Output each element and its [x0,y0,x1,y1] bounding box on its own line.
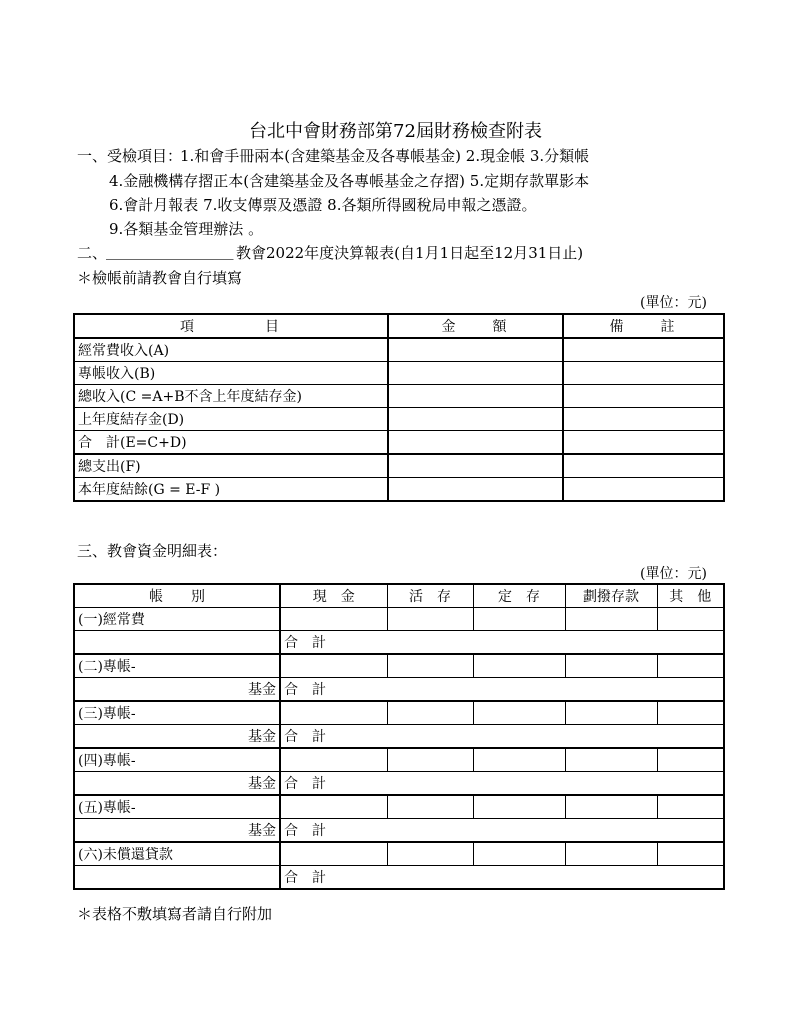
table-row [74,701,724,725]
amount-cell[interactable] [387,608,473,631]
section1-line1: 1.和會手冊兩本(含建築基金及各專帳基金) 2.現金帳 3.分類帳 [180,147,590,165]
amount-cell[interactable] [565,748,657,772]
header-remark: 備 註 [563,314,724,338]
header-amount: 金 額 [388,314,563,338]
table-row [74,748,724,772]
total-cell[interactable]: 合 計 [280,631,724,655]
amount-cell[interactable] [388,431,563,455]
section2-label: 二、 [77,244,108,262]
remark-cell[interactable] [563,431,724,455]
amount-cell[interactable] [473,748,565,772]
amount-cell[interactable] [565,795,657,819]
amount-cell[interactable] [565,608,657,631]
annual-report-table [73,313,725,502]
amount-cell[interactable] [388,454,563,478]
account-name: (六)未償還貸款 [74,842,280,866]
amount-cell[interactable] [280,701,387,725]
table-row [74,362,724,385]
amount-cell[interactable] [280,748,387,772]
amount-cell[interactable] [387,842,473,866]
amount-cell[interactable] [473,654,565,678]
amount-cell[interactable] [280,608,387,631]
amount-cell[interactable] [473,608,565,631]
account-name: (五)專帳- [74,795,280,819]
remark-cell[interactable] [563,385,724,408]
remark-cell[interactable] [563,454,724,478]
remark-cell[interactable] [563,362,724,385]
table-row [74,385,724,408]
amount-cell[interactable] [280,842,387,866]
account-name: (四)專帳- [74,748,280,772]
total-cell[interactable]: 合 計 [280,866,724,890]
amount-cell[interactable] [657,795,724,819]
header-account: 帳 別 [74,584,280,608]
account-suffix: 基金 [74,678,280,702]
amount-cell[interactable] [387,748,473,772]
table-row [74,608,724,631]
fund-groups [74,608,724,890]
section1-line2: 4.金融機構存摺正本(含建築基金及各專帳基金之存摺) 5.定期存款單影本 [109,172,590,190]
amount-cell[interactable] [388,408,563,431]
section1-line4: 9.各類基金管理辦法 。 [109,220,264,238]
account-suffix [74,631,280,655]
church-name-blank[interactable]: _________________ [106,242,234,260]
amount-cell[interactable] [473,701,565,725]
amount-cell[interactable] [387,701,473,725]
table-header-row [74,314,724,338]
amount-cell[interactable] [388,478,563,502]
table-row [74,431,724,455]
header-cash: 現 金 [280,584,387,608]
amount-cell[interactable] [473,795,565,819]
amount-cell[interactable] [565,842,657,866]
account-name: (二)專帳- [74,654,280,678]
account-suffix: 基金 [74,725,280,749]
table-row [74,654,724,678]
section1-line3: 6.會計月報表 7.收支傳票及憑證 8.各類所得國稅局申報之憑證。 [109,196,537,214]
account-name: (一)經常費 [74,608,280,631]
amount-cell[interactable] [657,842,724,866]
amount-cell[interactable] [657,608,724,631]
header-item: 項 目 [74,314,388,338]
amount-cell[interactable] [657,748,724,772]
table-row [74,842,724,866]
amount-cell[interactable] [388,385,563,408]
page-title: 台北中會財務部第72屆財務檢查附表 [249,121,542,142]
amount-cell[interactable] [388,362,563,385]
table-row [74,478,724,502]
table-row [74,819,724,843]
header-other: 其 他 [657,584,724,608]
amount-cell[interactable] [280,795,387,819]
remark-cell[interactable] [563,338,724,362]
unit-label-2: (單位：元) [640,566,707,582]
fill-note: ＊檢帳前請教會自行填寫 [77,269,243,287]
account-suffix: 基金 [74,819,280,843]
table-row [74,631,724,655]
fund-detail-table [73,583,725,890]
section3-label: 三、教會資金明細表： [77,542,228,560]
total-cell[interactable]: 合 計 [280,819,724,843]
remark-cell[interactable] [563,478,724,502]
total-cell[interactable]: 合 計 [280,678,724,702]
row-label: 合 計(E=C+D) [74,431,388,455]
account-suffix: 基金 [74,772,280,796]
header-demand: 活 存 [387,584,473,608]
row-label: 上年度結存金(D) [74,408,388,431]
amount-cell[interactable] [657,701,724,725]
total-cell[interactable]: 合 計 [280,772,724,796]
account-suffix [74,866,280,890]
amount-cell[interactable] [387,795,473,819]
table-row [74,772,724,796]
amount-cell[interactable] [388,338,563,362]
table-row [74,408,724,431]
row-label: 專帳收入(B) [74,362,388,385]
total-cell[interactable]: 合 計 [280,725,724,749]
amount-cell[interactable] [565,701,657,725]
table-row [74,866,724,890]
table-row [74,338,724,362]
unit-label: (單位：元) [640,295,707,311]
footer-note: ＊表格不敷填寫者請自行附加 [77,905,273,923]
header-fixed: 定 存 [473,584,565,608]
row-label: 總支出(F) [74,454,388,478]
amount-cell[interactable] [657,654,724,678]
amount-cell[interactable] [473,842,565,866]
table-row [74,454,724,478]
section1-label: 一、受檢項目： [77,147,183,165]
table-row [74,725,724,749]
table-row [74,678,724,702]
amount-cell[interactable] [565,654,657,678]
amount-cell[interactable] [387,654,473,678]
remark-cell[interactable] [563,408,724,431]
header-transfer: 劃撥存款 [565,584,657,608]
row-label: 總收入(C =A+B不含上年度結存金) [74,385,388,408]
table-row [74,795,724,819]
section2-title: 教會2022年度決算報表(自1月1日起至12月31日止) [236,244,584,262]
row-label: 本年度結餘(G = E-F ) [74,478,388,502]
row-label: 經常費收入(A) [74,338,388,362]
amount-cell[interactable] [280,654,387,678]
account-name: (三)專帳- [74,701,280,725]
table-header-row [74,584,724,608]
